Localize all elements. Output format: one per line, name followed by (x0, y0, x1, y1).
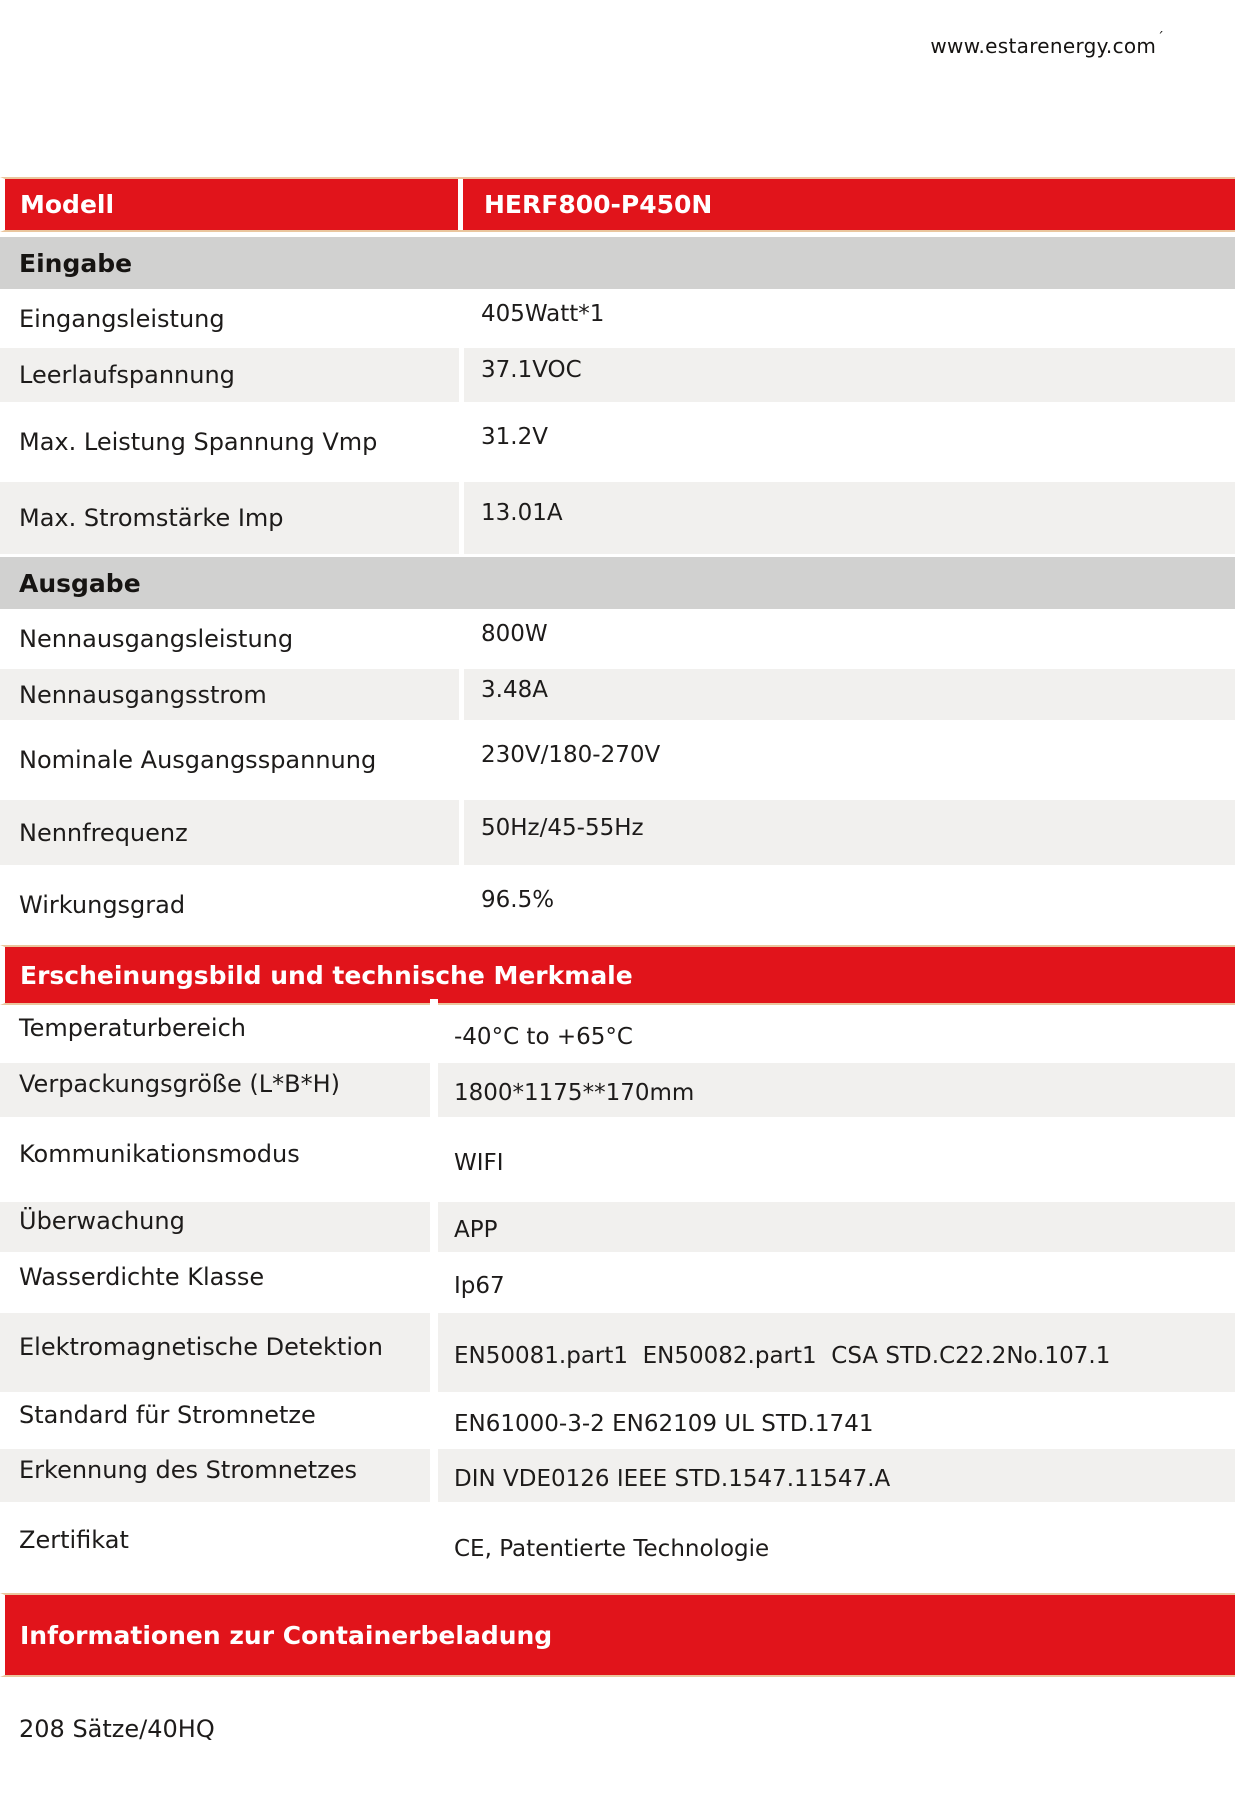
spec-label: Kommunikationsmodus (0, 1111, 438, 1196)
page-top-margin (0, 0, 1235, 177)
spec-row-max-stromstaerke (0, 482, 1235, 554)
spec-value: 13.01A (481, 500, 563, 526)
spec-value: 50Hz/45-55Hz (481, 814, 644, 841)
spec-value: 3.48A (481, 676, 548, 703)
spec-label: Nominale Ausgangsspannung (0, 720, 464, 800)
model-header-row (0, 177, 1235, 232)
spec-label: Max. Leistung Spannung Vmp (0, 402, 464, 482)
spec-row-kommunikationsmodus (0, 1117, 1235, 1202)
spec-label: Nennausgangsleistung (0, 609, 464, 669)
spec-value: 230V/180-270V (481, 742, 661, 768)
spec-label: Nennfrequenz (0, 800, 464, 865)
spec-row-elektromagnetische-detektion (0, 1313, 1235, 1392)
spec-label: Leerlaufspannung (0, 348, 464, 402)
model-value: HERF800-P450N (484, 190, 713, 219)
spec-value: WIFI (454, 1149, 504, 1176)
model-label: Modell (5, 179, 463, 230)
spec-label: Zertifikat (0, 1496, 438, 1584)
spec-row-nennausgangsleistung (0, 609, 1235, 669)
spec-value: Ip67 (454, 1272, 505, 1299)
spec-row-ueberwachung (0, 1202, 1235, 1252)
spec-label: Überwachung (0, 1196, 438, 1246)
container-load-note: 208 Sätze/40HQ (19, 1715, 215, 1743)
trademark-mark: ˊ (1157, 31, 1164, 46)
spec-row-erkennung-stromnetzes (0, 1449, 1235, 1502)
spec-row-wirkungsgrad (0, 865, 1235, 945)
spec-row-wasserdichte-klasse (0, 1252, 1235, 1313)
spec-value: APP (454, 1217, 498, 1243)
spec-label: Nennausgangsstrom (0, 669, 464, 720)
spec-row-temperaturbereich (0, 1005, 1235, 1063)
section-header-eingabe: Eingabe (0, 237, 1235, 289)
spec-label: Elektromagnetische Detektion (0, 1307, 438, 1386)
spec-row-standard-stromnetze (0, 1392, 1235, 1449)
section-header-containerbeladung: Informationen zur Containerbeladung (0, 1593, 1235, 1677)
spec-value: EN61000-3-2 EN62109 UL STD.1741 (454, 1410, 874, 1437)
section-header-erscheinungsbild: Erscheinungsbild und technische Merkmale (0, 945, 1235, 1005)
spec-value: 800W (481, 621, 548, 647)
spec-value: -40°C to +65°C (454, 1024, 633, 1050)
spec-label: Eingangsleistung (0, 289, 464, 348)
spec-row-max-leistung-spannung (0, 402, 1235, 482)
spec-value: 37.1VOC (481, 357, 582, 383)
spec-label: Verpackungsgröße (L*B*H) (0, 1057, 438, 1111)
spec-label: Temperaturbereich (0, 999, 438, 1057)
spec-value: 31.2V (481, 424, 548, 450)
spec-row-eingangsleistung (0, 289, 1235, 348)
spec-label: Wasserdichte Klasse (0, 1246, 438, 1307)
spec-row-zertifikat (0, 1502, 1235, 1590)
spec-label: Wirkungsgrad (0, 865, 464, 945)
spec-row-nennausgangsstrom (0, 669, 1235, 720)
spec-value: EN50081.part1 EN50082.part1 CSA STD.C22.2No.107.1 (454, 1342, 1111, 1369)
spec-value: 405Watt*1 (481, 300, 605, 327)
spec-value: CE, Patentierte Technologie (454, 1536, 770, 1562)
spec-row-leerlaufspannung (0, 348, 1235, 402)
spec-label: Max. Stromstärke Imp (0, 482, 464, 554)
spec-value: 1800*1175**170mm (454, 1080, 695, 1106)
spec-row-nennfrequenz (0, 800, 1235, 865)
spec-row-nominale-ausgangsspannung (0, 720, 1235, 800)
spec-value: 96.5% (481, 887, 555, 913)
spec-label: Standard für Stromnetze (0, 1386, 438, 1443)
section-header-ausgabe: Ausgabe (0, 557, 1235, 609)
website-url (930, 31, 1164, 58)
spec-label: Erkennung des Stromnetzes (0, 1443, 438, 1496)
spec-value: DIN VDE0126 IEEE STD.1547.11547.A (454, 1465, 891, 1492)
website-url-text: www.estarenergy.com (930, 34, 1157, 58)
spec-row-verpackungsgroesse (0, 1063, 1235, 1117)
